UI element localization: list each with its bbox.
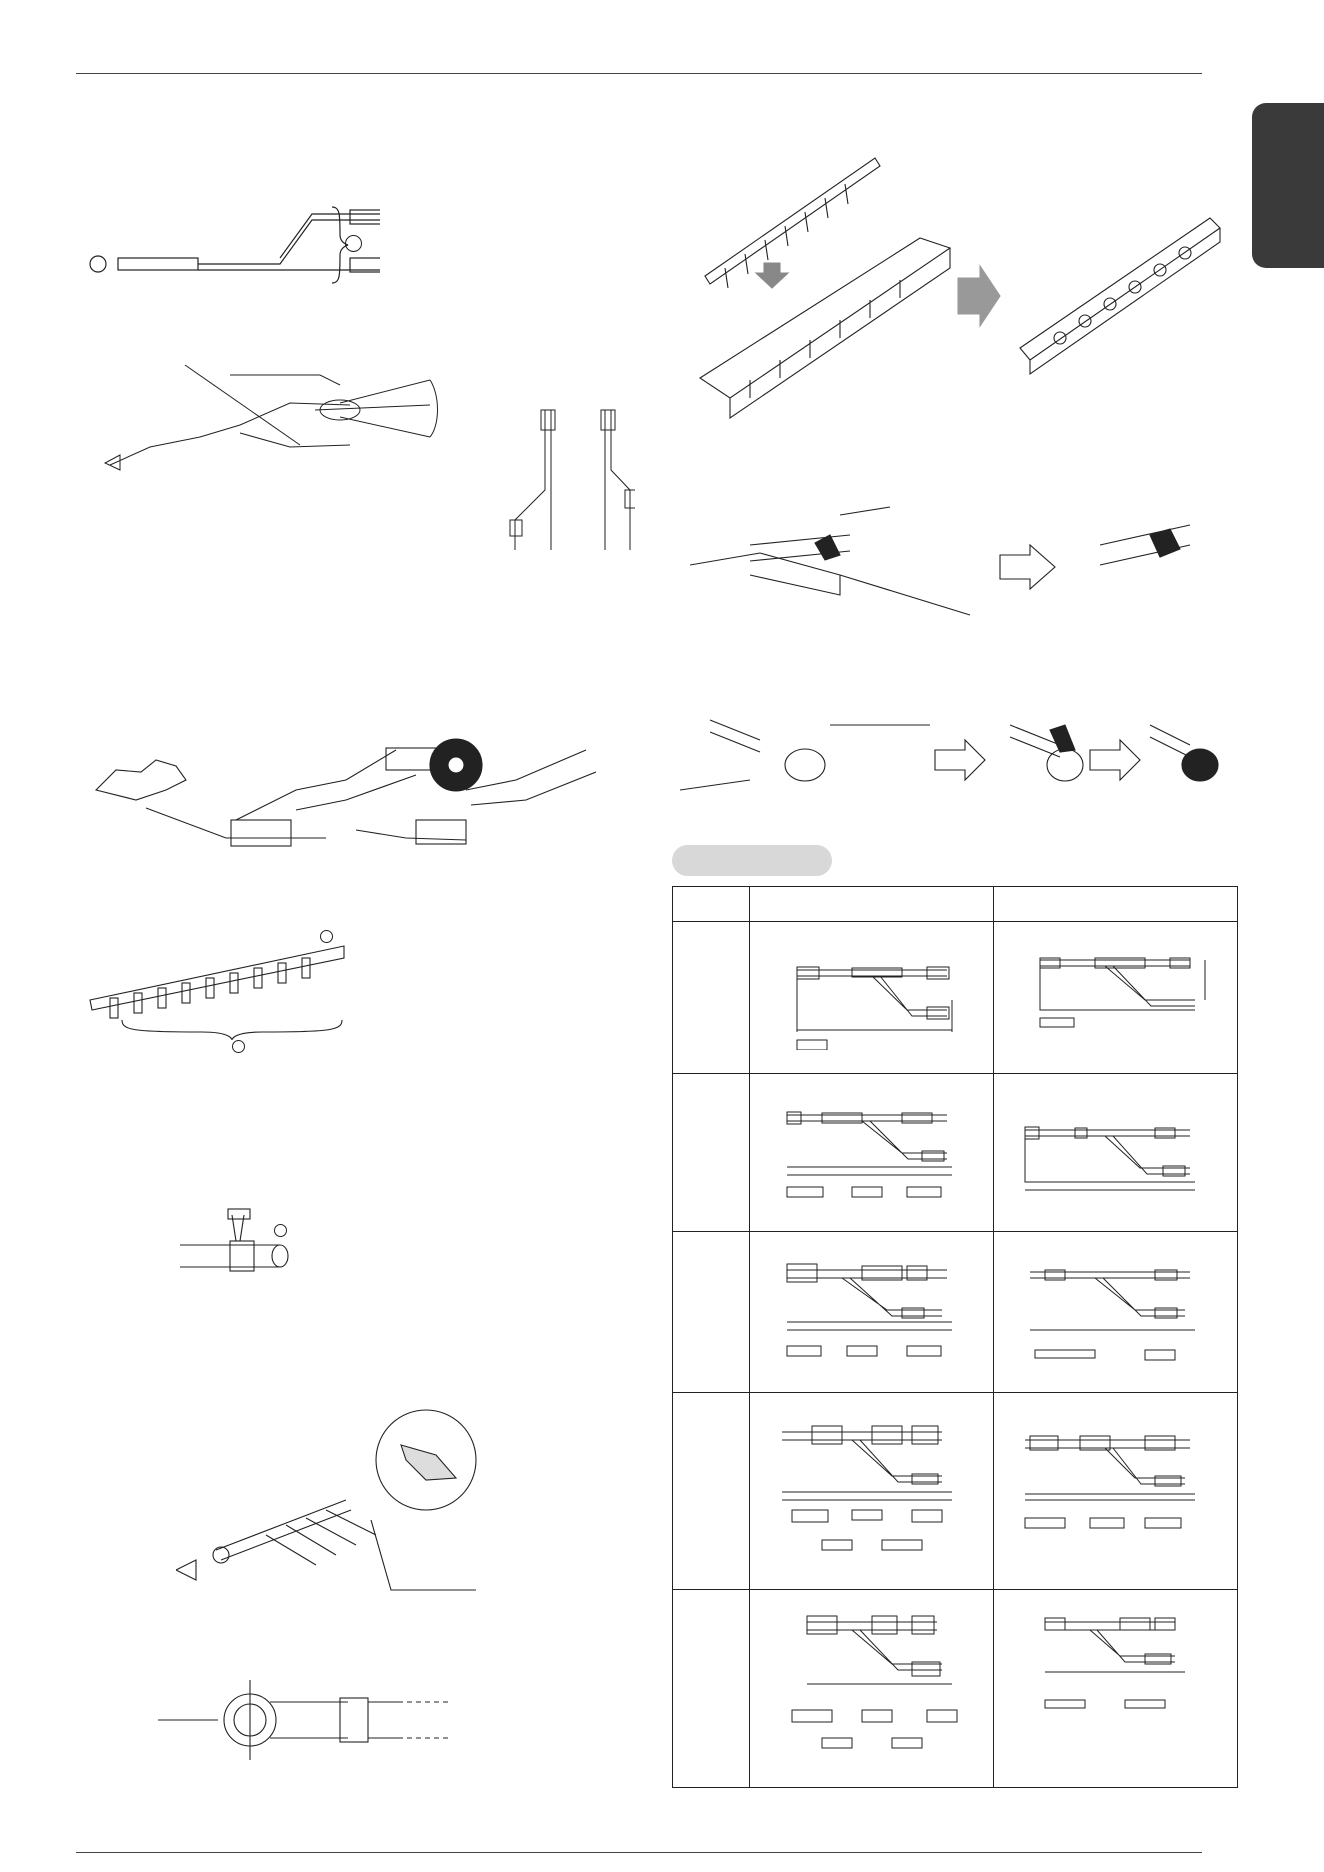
bracket [330,205,350,285]
cell-drawing [1005,1420,1225,1550]
row-divider [673,1589,1237,1590]
callout-circle [320,930,333,943]
cell-drawing [762,1250,982,1370]
cell-drawing [1005,1260,1225,1370]
cap-wrap-figure [680,710,1240,800]
cell-drawing [1005,1110,1225,1220]
callout-circle [232,1040,245,1053]
row-divider [673,1392,1237,1393]
col-divider [749,887,750,1787]
insulation-tape-figure [86,720,596,860]
vertical-branch-figure [495,400,635,550]
insulation-wrap-figure [690,505,1210,625]
callout-circle [274,1224,287,1237]
pipe-section-figure [158,1680,458,1760]
cell-drawing [762,940,982,1050]
cell-drawing [762,1095,982,1205]
row-divider [673,1073,1237,1074]
header-detail-figure [176,1400,506,1610]
col-divider [993,887,994,1787]
section-badge [672,845,832,876]
header-in-insulation-figure [690,148,1230,428]
header-pipe-figure [82,930,372,1050]
branch-angle-figure [90,355,450,485]
header-rule [76,73,1202,74]
header-divider [673,921,1237,922]
pipe-torch-figure [170,1205,300,1295]
footer-rule [76,1852,1202,1853]
cell-drawing [1005,940,1225,1050]
cell-drawing [762,1410,982,1560]
side-language-tab [1252,103,1324,268]
cell-drawing [762,1600,982,1750]
row-divider [673,1231,1237,1232]
cell-drawing [1005,1600,1225,1730]
